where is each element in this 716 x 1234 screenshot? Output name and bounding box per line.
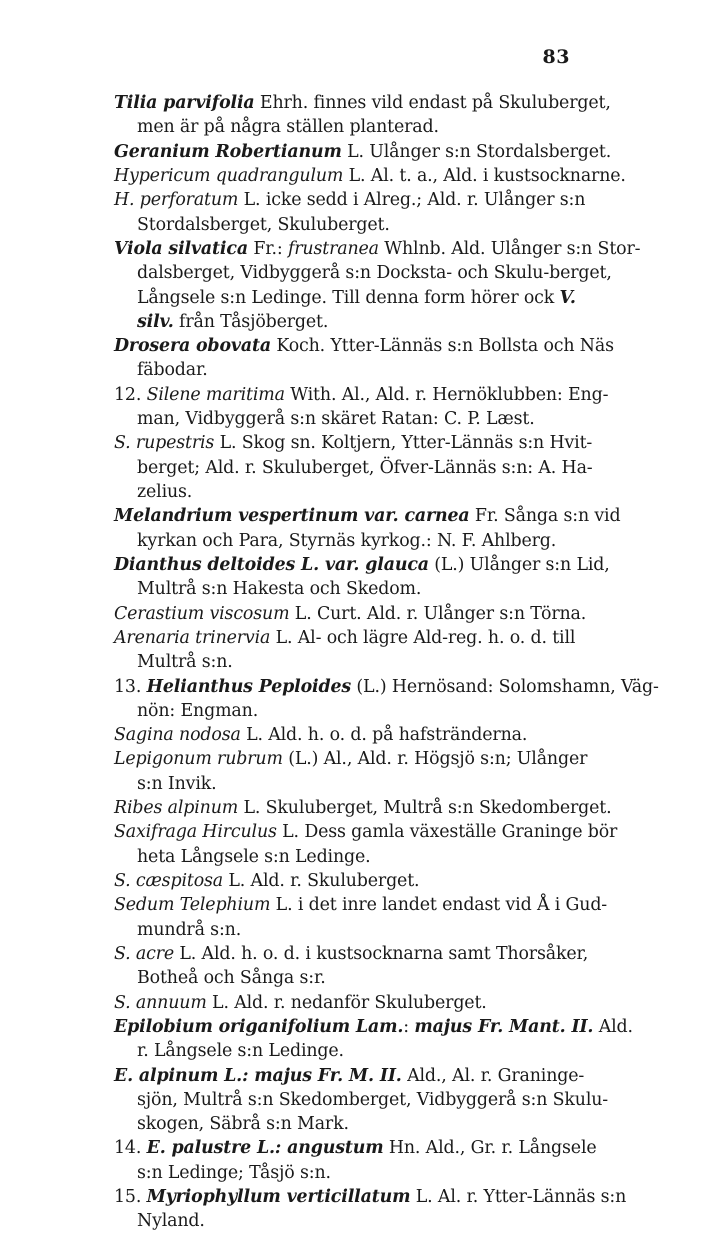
species-name: Helianthus Peploides [146,676,352,697]
text-line [114,140,694,164]
text-line [114,796,694,820]
species-name: majus Fr. Mant. II. [414,1016,594,1037]
species-name: frustranea [287,238,379,259]
text-segment: 13. [114,676,147,697]
text-segment: Multrå s:n. [137,652,233,673]
species-name: Cerastium viscosum [114,603,290,624]
species-name: H. perforatum [114,190,239,211]
species-name: Hypericum quadrangulum [114,165,344,186]
text-line [114,991,694,1015]
text-segment: skogen, Säbrå s:n Mark. [137,1114,349,1135]
species-name: Tilia parvifolia [114,93,255,113]
species-name: V. [559,287,576,308]
text-line [114,115,694,139]
species-name: Saxifraga Hirculus [114,822,277,843]
text-segment: Ald. [593,1016,633,1037]
text-segment: dalsberget, Vidbyggerå s:n Docksta- och Skulu-berget, [137,263,612,284]
text-line [114,358,694,382]
text-segment: Multrå s:n Hakesta och Skedom. [137,579,422,600]
text-line [114,893,694,917]
text-line [114,723,694,747]
text-segment: Whlnb. Ald. Ulånger s:n Stor- [378,238,641,259]
text-segment: r. Långsele s:n Ledinge. [137,1041,344,1062]
text-segment: zelius. [137,482,193,502]
text-column [114,91,694,1234]
text-line [114,918,694,942]
text-line [114,1112,694,1136]
text-segment: L. Skog sn. Koltjern, Ytter-Lännäs s:n Hvit- [214,433,593,454]
text-segment: Ald., Al. r. Graninge- [401,1065,585,1086]
species-name: S. acre [114,943,175,964]
text-segment: s:n Invik. [137,773,217,794]
text-line [114,286,694,310]
text-segment: 12. [114,384,147,405]
text-line [114,1136,694,1160]
species-name: E. palustre L.: angustum [146,1138,384,1159]
text-line [114,1088,694,1112]
text-line [114,1209,694,1233]
text-segment: L. Al- och lägre Ald-reg. h. o. d. till [270,627,576,648]
text-line [114,553,694,577]
species-name: Viola silvatica [114,238,248,259]
text-line [114,845,694,869]
text-line [114,577,694,601]
text-segment: fäbodar. [137,360,208,381]
text-line [114,1039,694,1063]
text-line [114,310,694,334]
text-segment: kyrkan och Para, Styrnäs kyrkog.: N. F. Ahlberg. [137,530,557,551]
species-name: E. alpinum L.: majus Fr. M. II. [114,1065,402,1086]
species-name: S. annuum [114,992,207,1013]
text-segment: Stordalsberget, Skuluberget. [137,214,390,235]
text-line [114,650,694,674]
text-segment: sjön, Multrå s:n Skedomberget, Vidbyggerå s:n Skulu- [137,1089,609,1110]
text-segment: L. i det inre landet endast vid Å i Gud- [270,895,608,916]
text-line [114,626,694,650]
page-number: 83 [542,46,570,68]
text-line [114,91,694,115]
species-name: Drosera obovata [114,336,271,357]
text-segment: Botheå och Sånga s:r. [137,968,326,989]
text-line [114,237,694,261]
text-line [114,772,694,796]
text-segment: Nyland. [137,1211,205,1232]
text-line [114,1161,694,1185]
text-line [114,820,694,844]
text-line [114,188,694,212]
text-segment: L. Al. r. Ytter-Lännäs s:n [410,1187,627,1208]
text-line [114,675,694,699]
text-line [114,1015,694,1039]
text-line [114,407,694,431]
text-segment: nön: Engman. [137,700,259,721]
text-segment: Fr. Sånga s:n vid [469,506,621,527]
text-segment: L. Ulånger s:n Stordalsberget. [341,141,612,162]
text-segment: (L.) Hernösand: Solomshamn, Väg- [351,676,659,697]
species-name: S. rupestris [114,433,215,454]
text-segment: heta Långsele s:n Ledinge. [137,846,371,867]
text-segment: 15. [114,1187,147,1208]
text-line [114,456,694,480]
text-segment: Fr.: [247,238,288,259]
text-segment: With. Al., Ald. r. Hernöklubben: Eng- [284,384,609,405]
text-segment: L. Skuluberget, Multrå s:n Skedomberget. [238,798,612,819]
species-name: Geranium Robertianum [114,141,342,162]
species-name: Sagina nodosa [114,725,241,746]
text-segment: L. Dess gamla växeställe Graninge bör [276,822,618,843]
text-segment: berget; Ald. r. Skuluberget, Öfver-Lännäs s:n: A. Ha- [137,457,593,478]
text-segment: L. Ald. h. o. d. på hafstränderna. [240,725,528,746]
text-line [114,602,694,626]
text-line [114,747,694,771]
text-segment: 14. [114,1138,147,1159]
text-line [114,529,694,553]
text-segment: Hn. Ald., Gr. r. Långsele [383,1138,597,1159]
text-segment: Ehrh. finnes vild endast på Skuluberget, [254,93,611,113]
species-name: Epilobium origanifolium Lam. [114,1016,404,1037]
species-name: Arenaria trinervia [114,627,271,648]
text-line [114,699,694,723]
text-segment: L. Ald. r. nedanför Skuluberget. [206,992,487,1013]
text-segment: : [403,1016,415,1037]
species-name: Ribes alpinum [114,798,239,819]
species-name: S. cæspitosa [114,871,224,891]
text-line [114,334,694,358]
species-name: Myriophyllum verticillatum [146,1187,411,1208]
text-segment: L. Ald. r. Skuluberget. [223,871,420,891]
text-line [114,431,694,455]
text-line [114,213,694,237]
text-segment: från Tåsjöberget. [173,311,329,332]
text-segment: (L.) Ulånger s:n Lid, [428,554,610,575]
text-line [114,869,694,893]
text-segment: Koch. Ytter-Lännäs s:n Bollsta och Näs [270,336,614,357]
text-line [114,164,694,188]
species-name: Silene maritima [146,384,285,405]
text-segment: man, Vidbyggerå s:n skäret Ratan: C. P. Læst. [137,409,535,430]
text-segment: Långsele s:n Ledinge. Till denna form hörer ock [137,287,560,308]
text-segment: L. Curt. Ald. r. Ulånger s:n Törna. [289,603,587,624]
text-line [114,942,694,966]
text-line [114,383,694,407]
species-name: Lepigonum rubrum [114,749,283,770]
text-segment: (L.) Al., Ald. r. Högsjö s:n; Ulånger [282,749,588,770]
species-name: Sedum Telephium [114,895,271,916]
species-name: Dianthus deltoides L. var. glauca [114,554,429,575]
text-line [114,1064,694,1088]
text-segment: s:n Ledinge; Tåsjö s:n. [137,1162,331,1183]
text-segment: L. Al. t. a., Ald. i kustsocknarne. [343,165,626,186]
text-line [114,480,694,504]
text-segment: L. icke sedd i Alreg.; Ald. r. Ulånger s:n [238,190,586,211]
text-line [114,261,694,285]
species-name: Melandrium vespertinum var. carnea [114,506,470,527]
text-line [114,504,694,528]
text-segment: mundrå s:n. [137,919,242,940]
species-name: silv. [137,311,174,332]
text-segment: men är på några ställen planterad. [137,117,439,138]
text-segment: L. Ald. h. o. d. i kustsocknarna samt Thorsåker, [174,943,589,964]
text-line [114,966,694,990]
